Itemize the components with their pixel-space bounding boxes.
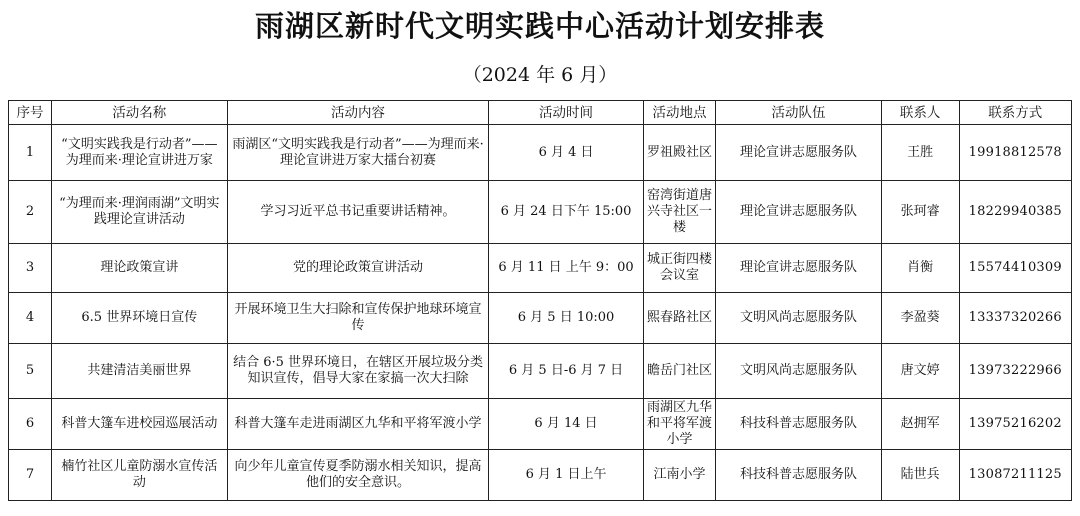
cell-name: 科普大篷车进校园巡展活动: [51, 399, 227, 450]
header-content: 活动内容: [227, 101, 489, 125]
cell-phone: 13975216202: [959, 399, 1071, 450]
activity-plan-table: [8, 100, 1072, 501]
cell-content: 学习习近平总书记重要讲话精神。: [227, 181, 489, 244]
cell-location: 雨湖区九华和平将军渡小学: [643, 399, 716, 450]
table-header-row: [9, 101, 1072, 125]
table-row: [9, 293, 1072, 344]
cell-team: 文明风尚志愿服务队: [716, 293, 882, 344]
cell-no: 4: [9, 293, 52, 344]
table-row: [9, 181, 1072, 244]
cell-location: 瞻岳门社区: [643, 344, 716, 399]
cell-no: 3: [9, 244, 52, 293]
header-no: 序号: [9, 101, 52, 125]
cell-no: 2: [9, 181, 52, 244]
cell-contact: 李盈葵: [881, 293, 959, 344]
table-row: [9, 344, 1072, 399]
cell-team: 理论宣讲志愿服务队: [716, 125, 882, 181]
cell-name: 6.5 世界环境日宣传: [51, 293, 227, 344]
cell-no: 7: [9, 450, 52, 501]
cell-content: 雨湖区“文明实践我是行动者”——为理而来·理论宣讲进万家大擂台初赛: [227, 125, 489, 181]
cell-contact: 陆世兵: [881, 450, 959, 501]
cell-name: 共建清洁美丽世界: [51, 344, 227, 399]
cell-time: 6 月 5 日 10:00: [489, 293, 643, 344]
cell-phone: 19918812578: [959, 125, 1071, 181]
cell-time: 6 月 1 日上午: [489, 450, 643, 501]
cell-team: 科技科普志愿服务队: [716, 399, 882, 450]
cell-location: 窑湾街道唐兴寺社区一楼: [643, 181, 716, 244]
cell-team: 文明风尚志愿服务队: [716, 344, 882, 399]
cell-time: 6 月 24 日下午 15:00: [489, 181, 643, 244]
cell-contact: 肖衡: [881, 244, 959, 293]
cell-content: 向少年儿童宣传夏季防溺水相关知识，提高他们的安全意识。: [227, 450, 489, 501]
cell-team: 科技科普志愿服务队: [716, 450, 882, 501]
cell-team: 理论宣讲志愿服务队: [716, 181, 882, 244]
page-title: 雨湖区新时代文明实践中心活动计划安排表: [254, 9, 825, 43]
page-subtitle: （2024 年 6 月）: [462, 64, 618, 86]
cell-content: 开展环境卫生大扫除和宣传保护地球环境宣传: [227, 293, 489, 344]
header-contact: 联系人: [881, 101, 959, 125]
table-row: [9, 125, 1072, 181]
cell-no: 1: [9, 125, 52, 181]
cell-phone: 13973222966: [959, 344, 1071, 399]
cell-location: 罗祖殿社区: [643, 125, 716, 181]
cell-content: 结合 6·5 世界环境日，在辖区开展垃圾分类知识宣传，倡导大家在家搞一次大扫除: [227, 344, 489, 399]
cell-content: 党的理论政策宣讲活动: [227, 244, 489, 293]
cell-location: 江南小学: [643, 450, 716, 501]
cell-time: 6 月 4 日: [489, 125, 643, 181]
cell-name: 理论政策宣讲: [51, 244, 227, 293]
cell-time: 6 月 14 日: [489, 399, 643, 450]
cell-phone: 13087211125: [959, 450, 1071, 501]
table-row: [9, 450, 1072, 501]
cell-no: 5: [9, 344, 52, 399]
cell-contact: 王胜: [881, 125, 959, 181]
table-row: [9, 244, 1072, 293]
cell-location: 熙春路社区: [643, 293, 716, 344]
header-location: 活动地点: [643, 101, 716, 125]
header-phone: 联系方式: [959, 101, 1071, 125]
cell-contact: 张珂睿: [881, 181, 959, 244]
cell-team: 理论宣讲志愿服务队: [716, 244, 882, 293]
cell-phone: 15574410309: [959, 244, 1071, 293]
header-time: 活动时间: [489, 101, 643, 125]
cell-name: 楠竹社区儿童防溺水宣传活动: [51, 450, 227, 501]
cell-name: “为理而来·理润雨湖”文明实践理论宣讲活动: [51, 181, 227, 244]
cell-name: “文明实践我是行动者”——为理而来·理论宣讲进万家: [51, 125, 227, 181]
cell-location: 城正街四楼会议室: [643, 244, 716, 293]
cell-phone: 13337320266: [959, 293, 1071, 344]
cell-time: 6 月 11 日 上午 9：00: [489, 244, 643, 293]
cell-phone: 18229940385: [959, 181, 1071, 244]
cell-contact: 赵拥军: [881, 399, 959, 450]
cell-contact: 唐文婷: [881, 344, 959, 399]
cell-content: 科普大篷车走进雨湖区九华和平将军渡小学: [227, 399, 489, 450]
cell-no: 6: [9, 399, 52, 450]
header-team: 活动队伍: [716, 101, 882, 125]
cell-time: 6 月 5 日-6 月 7 日: [489, 344, 643, 399]
header-name: 活动名称: [51, 101, 227, 125]
table-row: [9, 399, 1072, 450]
